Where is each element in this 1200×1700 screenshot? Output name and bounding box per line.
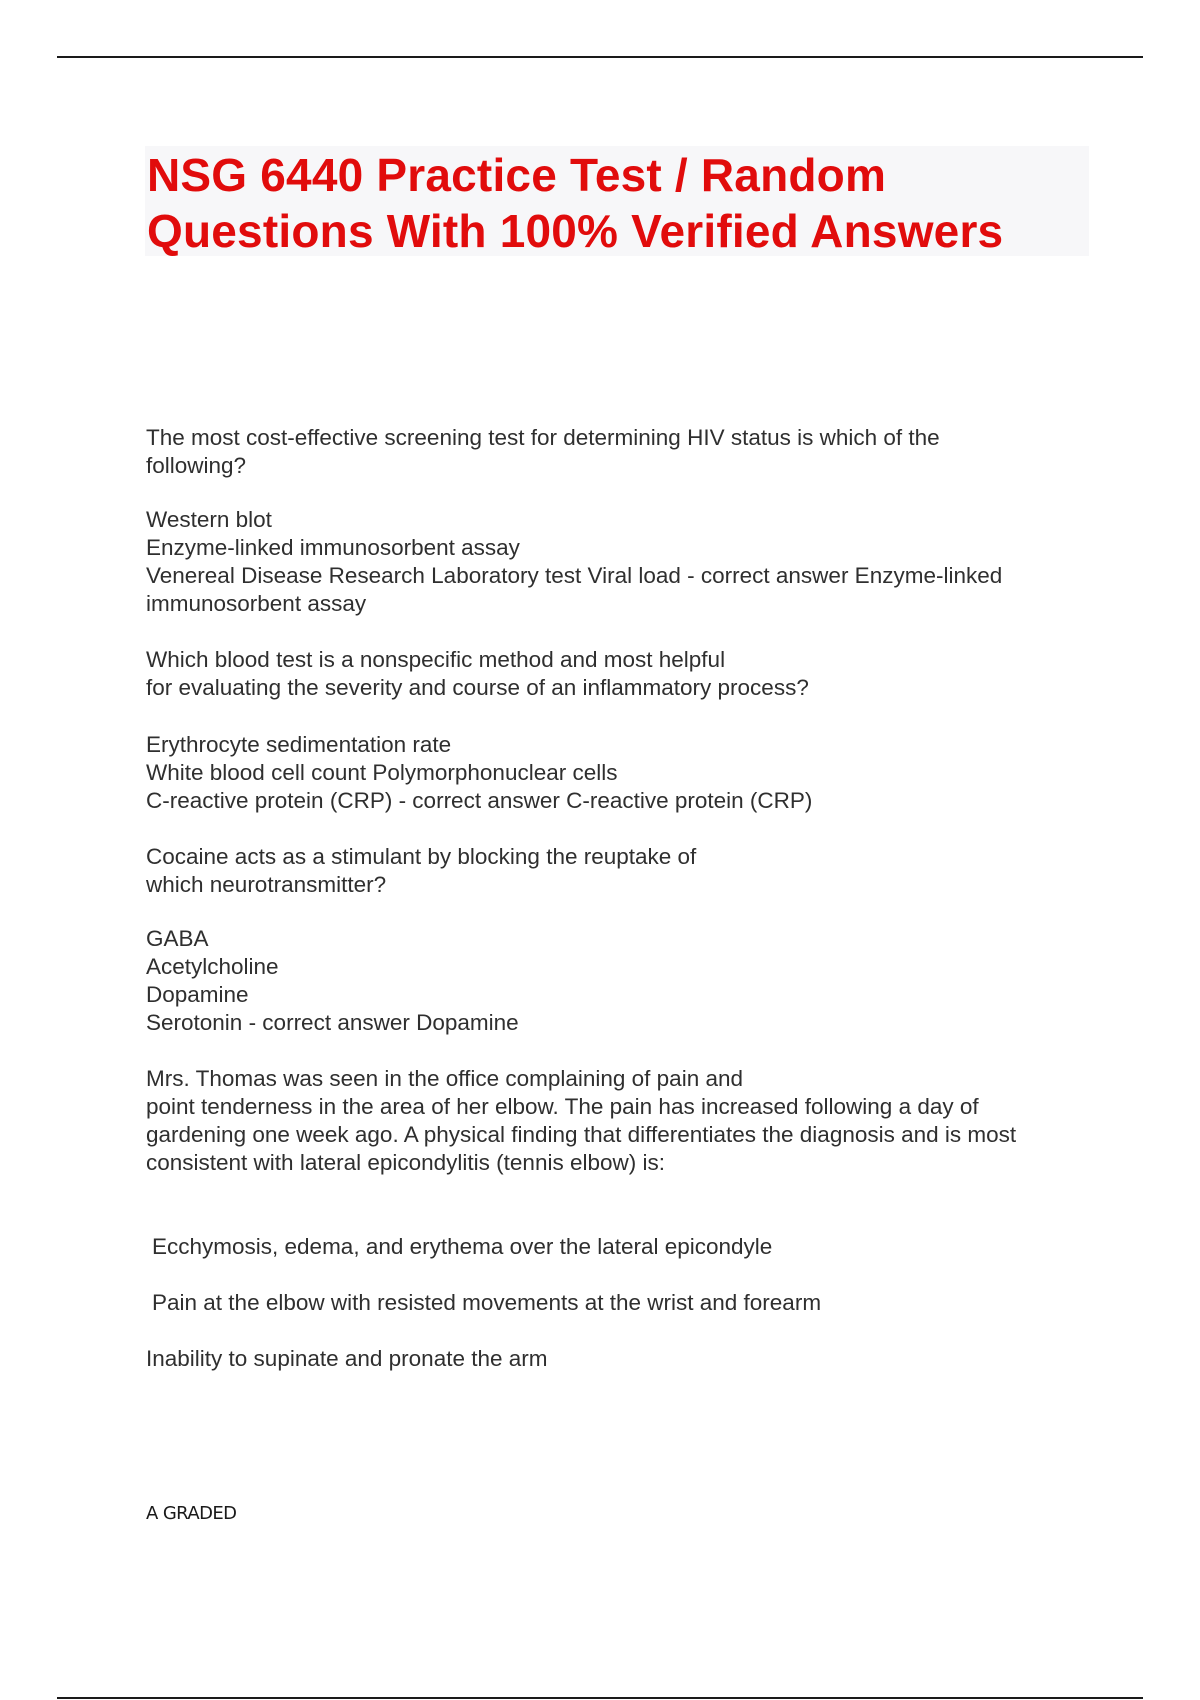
- answer-option: Venereal Disease Research Laboratory test Viral load - correct answer Enzyme-linked: [146, 563, 1003, 588]
- answer-option: immunosorbent assay: [146, 591, 367, 616]
- question-text: Which blood test is a nonspecific method and most helpful: [146, 647, 726, 672]
- answer-option: Enzyme-linked immunosorbent assay: [146, 535, 520, 560]
- grade-mark: A GRADED: [146, 1503, 237, 1524]
- title-line-1: NSG 6440 Practice Test / Random: [147, 149, 887, 201]
- answer-option: C-reactive protein (CRP) - correct answer C-reactive protein (CRP): [146, 788, 813, 813]
- question-list: [146, 424, 1096, 1373]
- question-1: [146, 424, 1096, 618]
- question-text: which neurotransmitter?: [146, 872, 387, 897]
- answer-option: Acetylcholine: [146, 954, 279, 979]
- bottom-rule: [57, 1697, 1143, 1699]
- answer-option: Inability to supinate and pronate the arm: [146, 1346, 548, 1371]
- question-text: consistent with lateral epicondylitis (tennis elbow) is:: [146, 1150, 665, 1175]
- answer-option: GABA: [146, 926, 209, 951]
- top-rule: [57, 56, 1143, 58]
- question-4: [146, 1065, 1096, 1373]
- document-title: [147, 147, 1003, 259]
- question-text: following?: [146, 453, 247, 478]
- answer-option: Serotonin - correct answer Dopamine: [146, 1010, 519, 1035]
- answer-option: Western blot: [146, 507, 272, 532]
- question-3: [146, 843, 1096, 1037]
- answer-option: Pain at the elbow with resisted movements at the wrist and forearm: [152, 1290, 822, 1315]
- question-text: Cocaine acts as a stimulant by blocking the reuptake of: [146, 844, 697, 869]
- answer-option: White blood cell count Polymorphonuclear cells: [146, 760, 618, 785]
- question-2: [146, 646, 1096, 815]
- question-text: The most cost-effective screening test for determining HIV status is which of the: [146, 425, 940, 450]
- question-text: point tenderness in the area of her elbow. The pain has increased following a day of: [146, 1094, 979, 1119]
- title-line-2: Questions With 100% Verified Answers: [147, 205, 1004, 257]
- question-text: gardening one week ago. A physical finding that differentiates the diagnosis and is most: [146, 1122, 1017, 1147]
- answer-option: Dopamine: [146, 982, 249, 1007]
- answer-option: Ecchymosis, edema, and erythema over the lateral epicondyle: [152, 1234, 773, 1259]
- answer-option: Erythrocyte sedimentation rate: [146, 732, 452, 757]
- question-text: Mrs. Thomas was seen in the office complaining of pain and: [146, 1066, 743, 1091]
- question-text: for evaluating the severity and course of an inflammatory process?: [146, 675, 809, 700]
